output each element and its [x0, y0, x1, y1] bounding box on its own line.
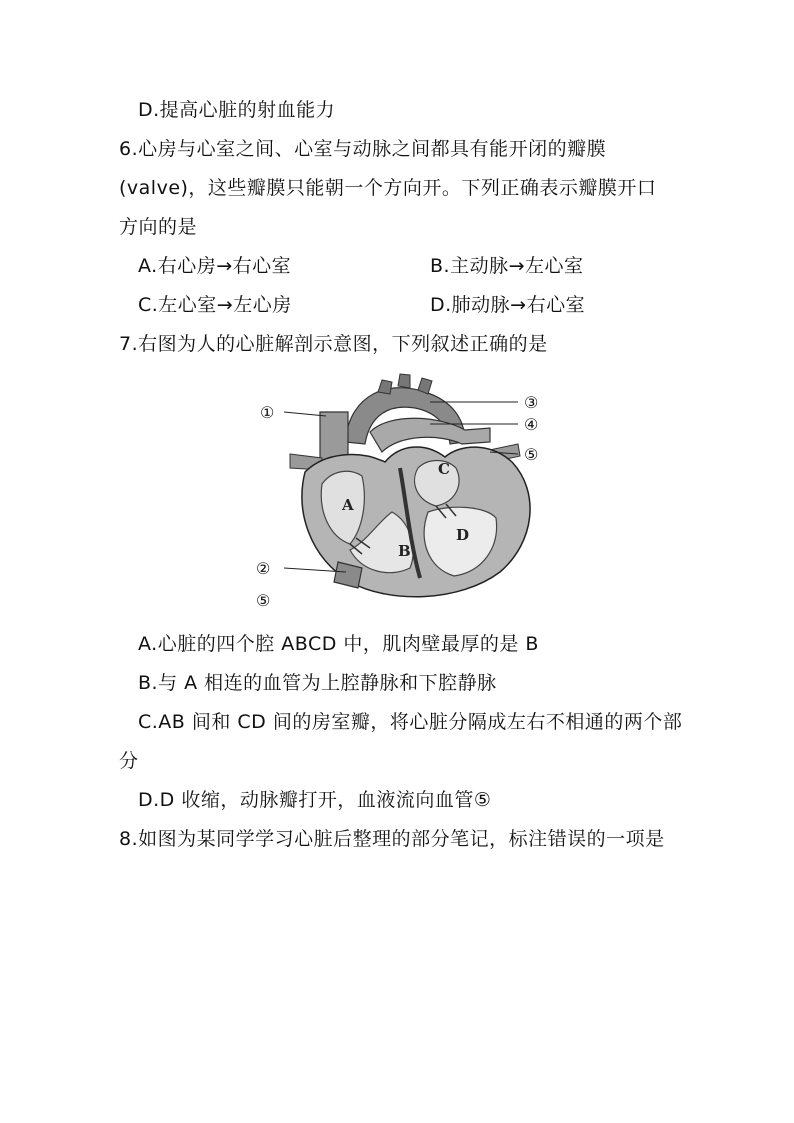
q7-option-c-line1: C.AB 间和 CD 间的房室瓣，将心脏分隔成左右不相通的两个部: [138, 711, 683, 733]
q6-stem-line3: 方向的是: [119, 216, 198, 238]
q6-option-b: B.主动脉→左心室: [430, 255, 584, 277]
q6-option-d: D.肺动脉→右心室: [430, 294, 586, 316]
label-2: ②: [256, 559, 271, 578]
q5-option-d: D.提高心脏的射血能力: [138, 99, 336, 121]
q7-stem: 7.右图为人的心脏解剖示意图，下列叙述正确的是: [119, 333, 548, 355]
heart-diagram-svg: [250, 372, 560, 618]
chamber-b-label: B: [398, 542, 411, 560]
q6-stem-line1: 6.心房与心室之间、心室与动脉之间都具有能开闭的瓣膜: [119, 138, 607, 160]
label-5-bottom: ⑤: [256, 591, 271, 610]
q7-option-b: B.与 A 相连的血管为上腔静脉和下腔静脉: [138, 672, 497, 694]
q7-option-a: A.心脏的四个腔 ABCD 中，肌肉壁最厚的是 B: [138, 633, 539, 655]
q7-option-d: D.D 收缩，动脉瓣打开，血液流向血管⑤: [138, 789, 492, 811]
q7-option-c-line2: 分: [119, 750, 139, 772]
chamber-d-label: D: [456, 526, 470, 544]
chamber-a-label: A: [342, 496, 354, 514]
label-5-right: ⑤: [524, 445, 539, 464]
q6-option-c: C.左心室→左心房: [138, 294, 292, 316]
label-3: ③: [524, 393, 539, 412]
label-4: ④: [524, 415, 539, 434]
label-1: ①: [260, 403, 275, 422]
chamber-c-label: C: [438, 460, 450, 478]
q8-stem: 8.如图为某同学学习心脏后整理的部分笔记，标注错误的一项是: [119, 828, 665, 850]
heart-diagram: [250, 372, 560, 618]
q6-option-a: A.右心房→右心室: [138, 255, 292, 277]
q6-stem-line2: (valve)，这些瓣膜只能朝一个方向开。下列正确表示瓣膜开口: [119, 177, 657, 199]
